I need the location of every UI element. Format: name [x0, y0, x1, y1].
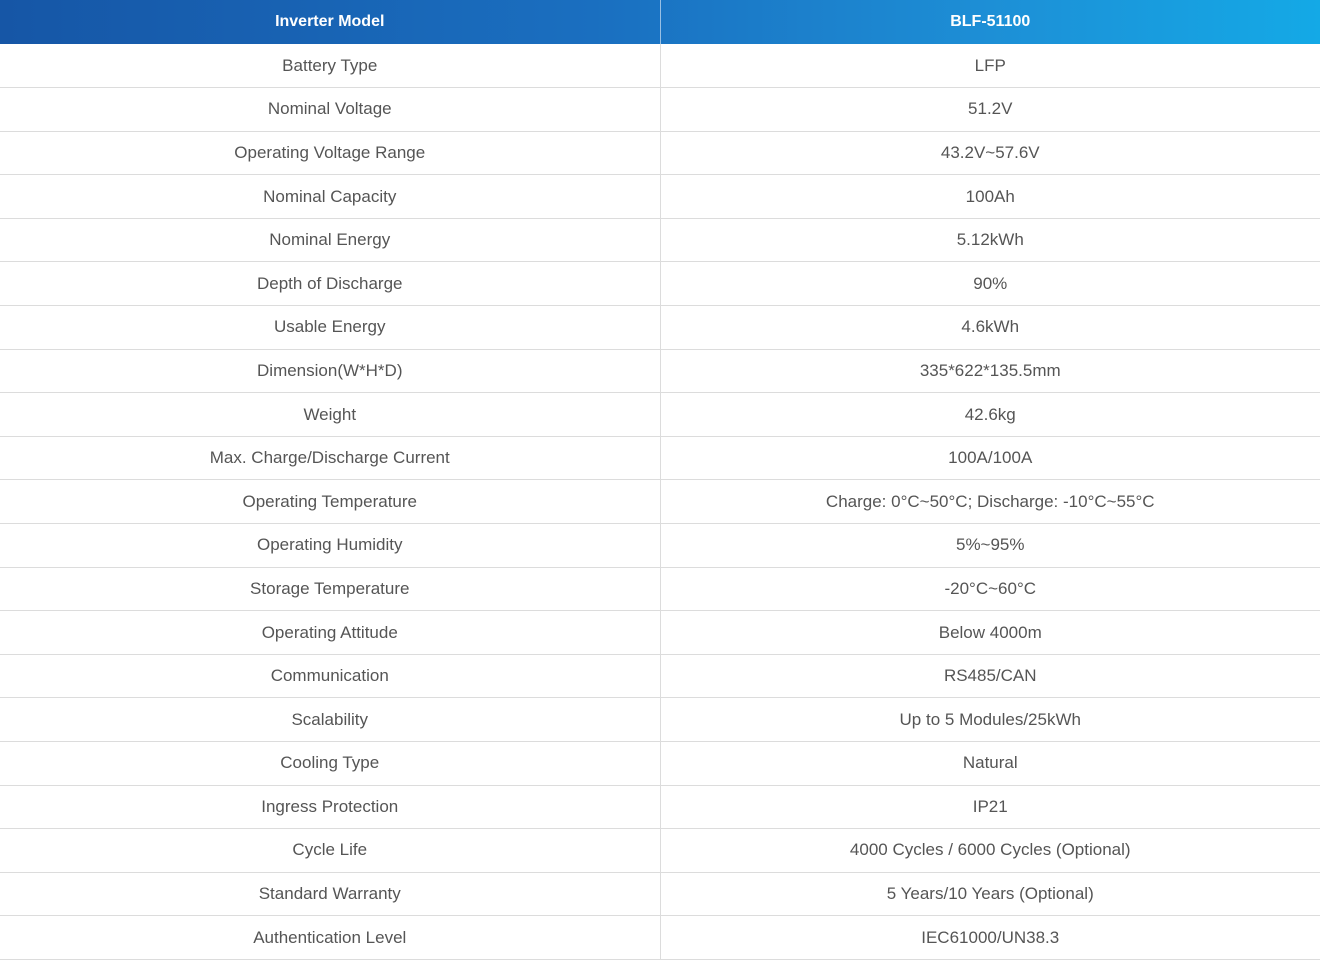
row-param: Nominal Energy [0, 218, 660, 262]
row-param: Weight [0, 393, 660, 437]
row-value: RS485/CAN [660, 654, 1320, 698]
table-row [0, 524, 1320, 568]
spec-table-header [0, 0, 1320, 44]
table-row [0, 218, 1320, 262]
table-row [0, 44, 1320, 88]
table-row [0, 611, 1320, 655]
table-row [0, 175, 1320, 219]
table-row [0, 742, 1320, 786]
row-value: Charge: 0°C~50°C; Discharge: -10°C~55°C [660, 480, 1320, 524]
row-value: Up to 5 Modules/25kWh [660, 698, 1320, 742]
table-row [0, 872, 1320, 916]
table-row [0, 88, 1320, 132]
row-value: Natural [660, 742, 1320, 786]
table-row [0, 698, 1320, 742]
row-value: 51.2V [660, 88, 1320, 132]
header-row [0, 0, 1320, 44]
row-value: -20°C~60°C [660, 567, 1320, 611]
row-param: Communication [0, 654, 660, 698]
row-value: Below 4000m [660, 611, 1320, 655]
row-param: Dimension(W*H*D) [0, 349, 660, 393]
row-value: 100A/100A [660, 436, 1320, 480]
row-param: Battery Type [0, 44, 660, 88]
row-value: IEC61000/UN38.3 [660, 916, 1320, 960]
table-row [0, 829, 1320, 873]
row-value: 4000 Cycles / 6000 Cycles (Optional) [660, 829, 1320, 873]
table-row [0, 785, 1320, 829]
row-param: Usable Energy [0, 306, 660, 350]
row-param: Operating Attitude [0, 611, 660, 655]
row-param: Ingress Protection [0, 785, 660, 829]
row-param: Operating Temperature [0, 480, 660, 524]
row-value: 5%~95% [660, 524, 1320, 568]
row-value: 335*622*135.5mm [660, 349, 1320, 393]
table-row [0, 436, 1320, 480]
row-value: IP21 [660, 785, 1320, 829]
table-row [0, 916, 1320, 960]
row-param: Max. Charge/Discharge Current [0, 436, 660, 480]
table-row [0, 654, 1320, 698]
table-row [0, 567, 1320, 611]
row-value: 5 Years/10 Years (Optional) [660, 872, 1320, 916]
table-row [0, 393, 1320, 437]
row-value: 4.6kWh [660, 306, 1320, 350]
table-row [0, 262, 1320, 306]
row-value: 100Ah [660, 175, 1320, 219]
row-param: Cycle Life [0, 829, 660, 873]
table-row [0, 306, 1320, 350]
header-param-label: Inverter Model [0, 0, 660, 44]
row-param: Nominal Voltage [0, 88, 660, 132]
table-row [0, 349, 1320, 393]
row-param: Operating Voltage Range [0, 131, 660, 175]
row-value: 5.12kWh [660, 218, 1320, 262]
row-value: 43.2V~57.6V [660, 131, 1320, 175]
spec-table-body [0, 44, 1320, 959]
row-param: Standard Warranty [0, 872, 660, 916]
table-row [0, 480, 1320, 524]
row-param: Scalability [0, 698, 660, 742]
row-param: Nominal Capacity [0, 175, 660, 219]
row-param: Authentication Level [0, 916, 660, 960]
row-param: Depth of Discharge [0, 262, 660, 306]
header-model: BLF-51100 [950, 13, 1031, 30]
row-value: 90% [660, 262, 1320, 306]
row-value: 42.6kg [660, 393, 1320, 437]
row-param: Cooling Type [0, 742, 660, 786]
table-row [0, 131, 1320, 175]
row-param: Operating Humidity [0, 524, 660, 568]
row-param: Storage Temperature [0, 567, 660, 611]
row-value: LFP [660, 44, 1320, 88]
